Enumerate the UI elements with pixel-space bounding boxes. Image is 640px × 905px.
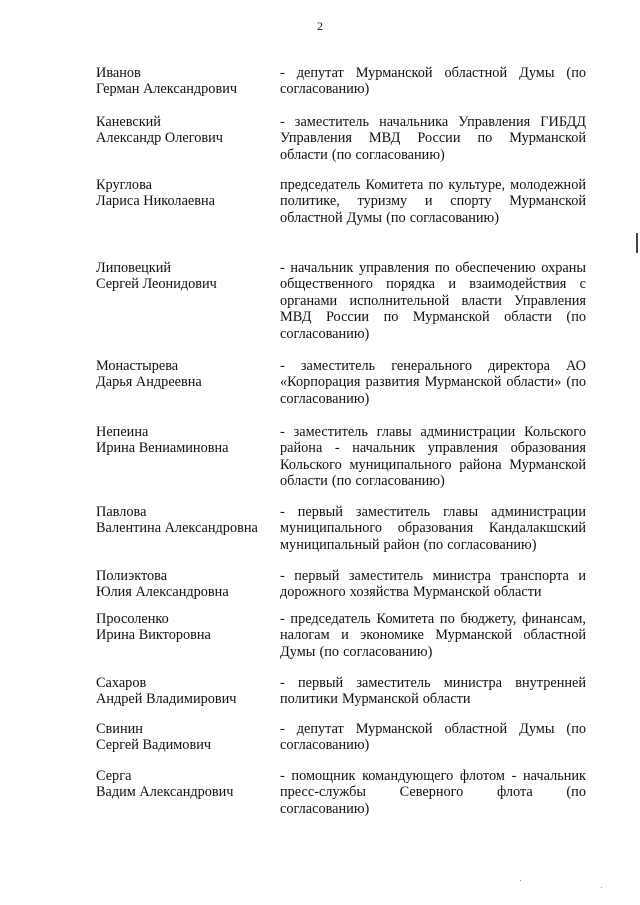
member-given-names: Андрей Владимирович bbox=[96, 691, 237, 708]
list-item bbox=[96, 65, 586, 114]
member-given-names: Ирина Вениаминовна bbox=[96, 440, 229, 457]
list-item bbox=[96, 675, 586, 721]
member-position: - помощник командующего флотом - начальник пресс-службы Северного флота (по согласованию) bbox=[280, 768, 586, 817]
member-given-names: Лариса Николаевна bbox=[96, 193, 216, 210]
member-surname: Круглова bbox=[96, 177, 152, 193]
member-name bbox=[96, 721, 280, 754]
list-item bbox=[96, 568, 586, 611]
member-given-names: Александр Олегович bbox=[96, 130, 223, 147]
member-given-names: Юлия Александровна bbox=[96, 584, 229, 601]
member-position: - первый заместитель министра транспорта и дорожного хозяйства Мурманской области bbox=[280, 568, 586, 601]
member-position: - депутат Мурманской областной Думы (по согласованию) bbox=[280, 721, 586, 754]
member-surname: Непеина bbox=[96, 424, 149, 440]
member-name bbox=[96, 504, 280, 537]
list-item bbox=[96, 768, 586, 828]
member-position: - депутат Мурманской областной Думы (по согласованию) bbox=[280, 65, 586, 98]
member-name bbox=[96, 568, 280, 601]
member-name bbox=[96, 768, 280, 801]
member-surname: Павлова bbox=[96, 504, 147, 520]
member-position: - первый заместитель главы администрации муниципального образования Кандалакшский муниципальный район (по согласованию) bbox=[280, 504, 586, 553]
list-item bbox=[96, 358, 586, 424]
member-surname: Монастырева bbox=[96, 358, 179, 374]
member-name bbox=[96, 611, 280, 644]
member-surname: Липовецкий bbox=[96, 260, 172, 276]
list-item bbox=[96, 260, 586, 358]
member-position: председатель Комитета по культуре, молодежной политике, туризму и спорту Мурманской областной Думы (по согласованию) bbox=[280, 177, 586, 226]
member-given-names: Сергей Вадимович bbox=[96, 737, 212, 754]
list-item bbox=[96, 611, 586, 675]
member-position: - первый заместитель министра внутренней политики Мурманской области bbox=[280, 675, 586, 708]
member-name bbox=[96, 177, 280, 210]
member-name bbox=[96, 424, 280, 457]
member-surname: Иванов bbox=[96, 65, 141, 81]
member-surname: Сахаров bbox=[96, 675, 147, 691]
list-item bbox=[96, 177, 586, 260]
scan-edge-mark bbox=[636, 233, 638, 253]
list-item bbox=[96, 721, 586, 768]
member-given-names: Вадим Александрович bbox=[96, 784, 234, 801]
scan-speck bbox=[520, 880, 521, 881]
member-list bbox=[96, 65, 586, 828]
page-number: 2 bbox=[317, 19, 323, 33]
member-surname: Полиэктова bbox=[96, 568, 168, 584]
member-given-names: Сергей Леонидович bbox=[96, 276, 217, 293]
member-surname: Каневский bbox=[96, 114, 161, 130]
member-position: - начальник управления по обеспечению охраны общественного порядка и взаимодействия с органами исполнительной власти Управления МВД России по Мурманской области (по согласованию) bbox=[280, 260, 586, 342]
member-surname: Свинин bbox=[96, 721, 143, 737]
member-given-names: Ирина Викторовна bbox=[96, 627, 211, 644]
member-name bbox=[96, 358, 280, 391]
member-surname: Серга bbox=[96, 768, 132, 784]
member-given-names: Герман Александрович bbox=[96, 81, 238, 98]
member-name bbox=[96, 114, 280, 147]
list-item bbox=[96, 504, 586, 568]
member-position: - заместитель генерального директора АО «Корпорация развития Мурманской области» (по согласованию) bbox=[280, 358, 586, 407]
member-name bbox=[96, 260, 280, 293]
member-given-names: Дарья Андреевна bbox=[96, 374, 202, 391]
list-item bbox=[96, 424, 586, 504]
member-position: - заместитель начальника Управления ГИБДД Управления МВД России по Мурманской области (по согласованию) bbox=[280, 114, 586, 163]
member-name bbox=[96, 675, 280, 708]
member-given-names: Валентина Александровна bbox=[96, 520, 258, 537]
list-item bbox=[96, 114, 586, 177]
member-position: - председатель Комитета по бюджету, финансам, налогам и экономике Мурманской областной Думы (по согласованию) bbox=[280, 611, 586, 660]
member-name bbox=[96, 65, 280, 98]
member-surname: Просоленко bbox=[96, 611, 169, 627]
scan-speck bbox=[601, 887, 602, 888]
member-position: - заместитель главы администрации Кольского района - начальник управления образования Кольского муниципального района Мурманской области (по согласованию) bbox=[280, 424, 586, 490]
